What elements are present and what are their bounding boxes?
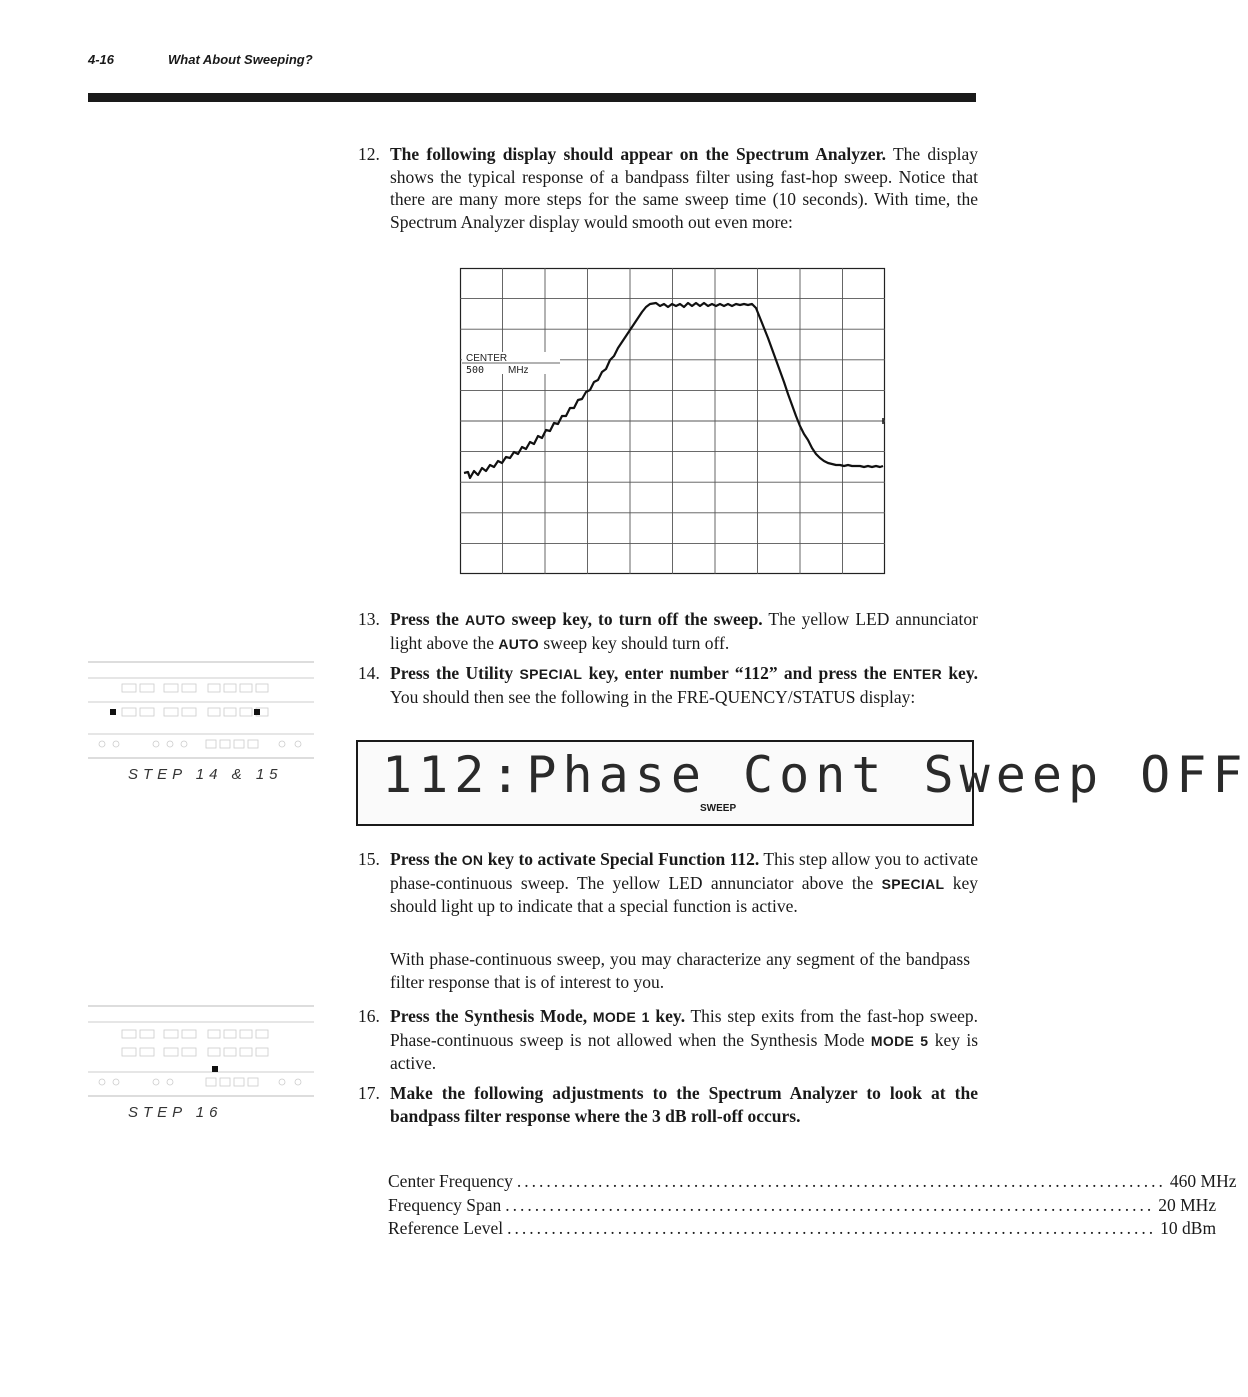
- step-number: 13.: [358, 609, 380, 629]
- setting-label: Frequency Span: [388, 1194, 502, 1215]
- setting-row: [388, 1217, 1217, 1241]
- step-instruction-c: key.: [941, 663, 978, 683]
- step-instruction-b: key, enter number “112” and press the: [582, 663, 894, 683]
- step-number: 14.: [358, 663, 380, 683]
- margin-caption-1: STEP 14 & 15: [128, 766, 283, 783]
- mode1-key-label: MODE 1: [592, 1009, 650, 1025]
- step-description-b: sweep key should turn off.: [539, 632, 730, 653]
- step-number: 12.: [358, 144, 380, 164]
- step-16: [358, 1005, 978, 1075]
- setting-label: Center Frequency: [388, 1171, 513, 1191]
- step-description-a: This step exits from the fast-hop sweep. Phase-continuous sweep is not allowed when the Synthesis Mode: [390, 1006, 978, 1050]
- step-12: [358, 143, 978, 233]
- margin-caption-2: STEP 16: [128, 1104, 223, 1121]
- mode5-key-label: MODE 5: [870, 1032, 929, 1049]
- step-description: The display shows the typical response of a bandpass filter using fast-hop sweep. Notice that there are many more steps for the same sweep time (10 seconds). With time, the Spectrum Analyzer display would smooth out even more:: [390, 144, 978, 232]
- step-instruction-b: sweep key, to turn off the sweep.: [505, 609, 763, 629]
- step-15: [358, 848, 978, 918]
- step-number: 17.: [358, 1083, 380, 1103]
- analyzer-settings: [388, 1170, 1237, 1241]
- lcd-message: 112:Phase Cont Sweep OFF: [382, 746, 1248, 804]
- auto-key-label: AUTO: [464, 612, 506, 628]
- step-13: [358, 608, 978, 655]
- step-instruction: Make the following adjustments to the Spectrum Analyzer to look at the bandpass filter response where the 3 dB roll-off occurs.: [390, 1083, 978, 1126]
- step-number: 15.: [358, 849, 380, 869]
- step-description-a: The yellow LED annunciator light above the: [390, 609, 978, 653]
- frequency-status-display: [356, 740, 1248, 826]
- setting-value: 20 MHz: [1158, 1194, 1217, 1215]
- center-unit: MHz: [508, 365, 529, 376]
- step-instruction-a: Press the Utility: [390, 663, 520, 683]
- step-instruction: The following display should appear on the Spectrum Analyzer.: [390, 144, 887, 164]
- spectrum-analyzer-display: [460, 268, 885, 574]
- center-value: 500: [466, 365, 485, 376]
- step-17: [358, 1082, 978, 1127]
- setting-row: [388, 1170, 1237, 1194]
- center-label: CENTER: [466, 353, 508, 364]
- step-instruction-a: Press the: [390, 849, 462, 869]
- step-instruction-a: Press the: [390, 609, 465, 629]
- chapter-title: What About Sweeping?: [168, 52, 313, 67]
- step-description-a: This step allow you to activate phase-continuous sweep. The yellow LED annunciator above the: [390, 849, 978, 893]
- step-description-b: key should light up to indicate that a special function is active.: [390, 872, 978, 916]
- setting-label: Reference Level: [388, 1218, 504, 1238]
- on-key-label: ON: [461, 852, 484, 868]
- step-14: [358, 662, 978, 708]
- step-15-note: With phase-continuous sweep, you may characterize any segment of the bandpass filter response that is of interest to you.: [390, 949, 970, 992]
- setting-value: 10 dBm: [1160, 1218, 1217, 1238]
- header-rule: [88, 93, 976, 102]
- leader-dots: ........................................................................................: [505, 1194, 1155, 1215]
- special-key-label: SPECIAL: [519, 666, 583, 682]
- step-instruction-a: Press the Synthesis Mode,: [390, 1006, 593, 1026]
- setting-value: 460 MHz: [1169, 1171, 1237, 1191]
- enter-key-label: ENTER: [893, 666, 942, 682]
- led-indicator: [110, 709, 116, 715]
- lcd-sweep-annunciator: SWEEP: [700, 803, 737, 814]
- step-instruction-b: key to activate Special Function 112.: [483, 849, 760, 869]
- page-number: 4-16: [88, 52, 115, 67]
- leader-dots: ........................................................................................: [507, 1218, 1157, 1238]
- special-key-label: SPECIAL: [881, 875, 945, 892]
- front-panel-thumbnail-2: [86, 1000, 316, 1104]
- leader-dots: ........................................................................................: [516, 1171, 1166, 1191]
- step-description: You should then see the following in the FRE-QUENCY/STATUS display:: [390, 686, 916, 707]
- step-number: 16.: [358, 1006, 380, 1026]
- step-instruction-b: key.: [649, 1006, 686, 1026]
- setting-row: [388, 1194, 1217, 1218]
- front-panel-thumbnail-1: [86, 658, 316, 770]
- led-indicator: [212, 1066, 218, 1072]
- auto-key-label-2: AUTO: [498, 635, 539, 652]
- step-description-b: key is active.: [390, 1029, 978, 1073]
- led-indicator: [254, 709, 260, 715]
